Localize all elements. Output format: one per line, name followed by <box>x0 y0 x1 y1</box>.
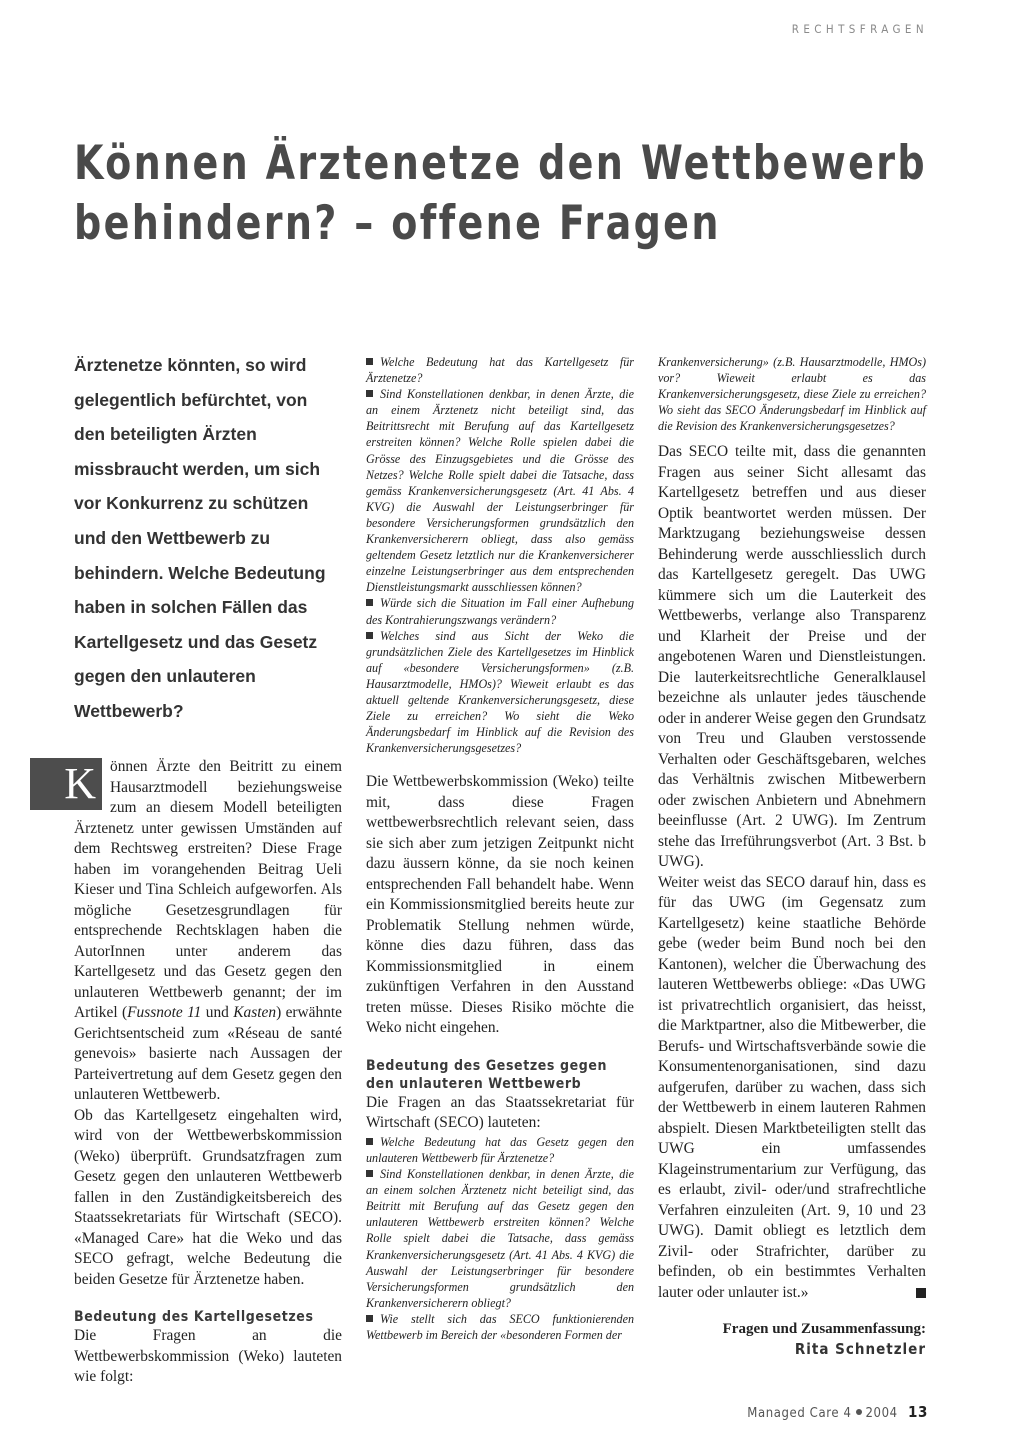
box-ref: Kasten <box>233 1004 277 1021</box>
question-item <box>366 628 634 757</box>
column-3 <box>658 354 926 1359</box>
body-paragraph: Die Fragen an die Wettbewerbskommission (Weko) lauteten wie folgt: <box>74 1327 342 1385</box>
intro-paragraph <box>64 757 343 1106</box>
title-line-2: behindern? – offene Fragen <box>74 196 721 251</box>
bullet-square-icon <box>366 1315 373 1322</box>
question-text: Würde sich die Situation im Fall einer Aufhebung des Kontrahierungszwangs verändern? <box>366 596 634 627</box>
question-text: Welche Bedeutung hat das Kartellgesetz für Ärztenetze? <box>366 355 634 386</box>
question-item <box>366 1166 634 1311</box>
body-paragraph: Die Wettbewerbskommission (Weko) teilte mit, dass diese Fragen wettbewerbsrechtlich relevant seien, dass sie sich aber zum jetzigen Zeitpunkt nicht dazu äussern könne, da sie noch keinen entsprechenden Fall behandelt habe. Wenn ein Kommissionsmitglied bereits heute zur Problematik Stellung nehmen würde, könne dies dazu führen, dass das Kommissionsmitglied in einem zukünftigen Verfahren in den Ausstand treten müsse. Dieses Risiko möchte die Weko nicht eingehen. <box>366 773 634 1037</box>
body-text: Weiter weist das SECO darauf hin, dass es für das UWG (im Gegensatz zum Kartellgesetz) keine staatliche Behörde gebe (weder beim Bund noch bei den Kantonen), welcher die Überwachung des lauteren Wettbewerbs obliege: «Das UWG ist privatrechtlich organisiert, das heisst, die Marktpartner, also die Mitbewerber, die Berufs- und Wirtschaftsverbände sowie die Konsumentenorganisationen, sind dazu aufgerufen, darüber zu wachen, dass sich der Wettbewerb in einem lauteren Rahmen abspielt. Diesen Marktbeteiligten stellt das UWG ein umfassendes Klageinstrumentarium zur Verfügung, das es erlaubt, zivil- oder/und strafrechtliche Verfahren einzuleiten (Art. 9, 10 und 23 UWG). Damit obliegt es letztlich dem Zivil- oder Strafrichter, darüber zu befinden, ob ein bestimmtes Verhalten lauter oder unlauter ist.» <box>658 873 926 1301</box>
author-name: Rita Schnetzler <box>794 1340 926 1359</box>
intro-text: önnen Ärzte den Beitritt zu einem Hausarztmodell beziehungsweise zum an diesem Modell beteiligten Ärztenetz unter gewissen Umständen auf dem Rechtsweg erstreiten? Diese Frage haben im vorangehenden Beitrag Ueli Kieser und Tina Schleich aufgeworfen. Als mögliche Gesetzesgrundlagen für entsprechende Rechtsklagen haben die AutorInnen unter anderem das Kartellgesetz und das Gesetz gegen den unlauteren Wettbewerb genannt; der im Artikel ( <box>74 758 342 1021</box>
page-footer <box>747 1403 928 1421</box>
question-continuation: Krankenversicherung» (z.B. Hausarztmodelle, HMOs) vor? Wieweit erlaubt es das Krankenversicherungsgesetz, diese Ziele zu erreichen? Wo sieht das SECO Änderungsbedarf im Hinblick auf die Revision des Krankenversicherungsgesetzes? <box>658 355 926 434</box>
dot-separator-icon <box>856 1409 862 1415</box>
issue-number: 4 <box>843 1406 852 1421</box>
column-2 <box>366 354 634 1343</box>
subheading-uwg: Bedeutung des Gesetzes gegen den unlauteren Wettbewerb <box>366 1057 608 1092</box>
lead-paragraph: Ärztenetze könnten, so wird gelegentlich befürchtet, von den beteiligten Ärzten missbraucht werden, um sich vor Konkurrenz zu schützen und den Wettbewerb zu behindern. Welche Bedeutung haben in solchen Fällen das Kartellgesetz und das Gesetz gegen den unlauteren Wettbewerb? <box>74 355 326 721</box>
bullet-square-icon <box>366 1170 373 1177</box>
credit-label: Fragen und Zusammenfassung: <box>722 1321 926 1338</box>
question-item <box>366 354 634 386</box>
body-paragraph: Ob das Kartellgesetz eingehalten wird, wird von der Wettbewerbskommission (Weko) überprüft. Grundsatzfragen zum Gesetz gegen den unlauteren Wettbewerb fallen in den Zuständigkeitsbereich des Staatssekretariats für Wirtschaft (SECO). «Managed Care» hat die Weko und das SECO gefragt, welche Bedeutung die beiden Gesetze für Ärztenetze haben. <box>74 1106 342 1288</box>
question-text: Welches sind aus Sicht der Weko die grundsätzlichen Ziele des Kartellgesetzes im Hinblick auf «besondere Versicherungsformen» (z.B. Hausarztmodelle, HMOs)? Wieweit erlaubt es das aktuell geltende Krankenversicherungsgesetz, diese Ziele zu erreichen? Wo sieht die Weko Änderungsbedarf im Hinblick auf die Revision des Krankenversicherungsgesetzes? <box>366 628 634 756</box>
question-item <box>366 1311 634 1343</box>
body-paragraph: Die Fragen an das Staatssekretariat für Wirtschaft (SECO) lauteten: <box>366 1093 634 1132</box>
question-item <box>366 1134 634 1166</box>
bullet-square-icon <box>366 632 373 639</box>
bullet-square-icon <box>366 599 373 606</box>
question-text: Welche Bedeutung hat das Gesetz gegen den unlauteren Wettbewerb für Ärztenetze? <box>366 1134 634 1165</box>
intro-text-end: ) erwähnte Gerichtsentscheid zum «Réseau de santé genevois» basierte nach Aussagen der Parteivertretung auf dem Gesetz gegen den unlauteren Wettbewerb. <box>74 1004 343 1103</box>
column-1 <box>64 757 343 1388</box>
bullet-square-icon <box>366 358 373 365</box>
journal-name: Managed Care <box>747 1406 840 1421</box>
question-item <box>366 595 634 627</box>
footnote-ref: Fussnote 11 <box>127 1004 202 1021</box>
question-text: Wie stellt sich das SECO funktionierenden Wettbewerb im Bereich der «besonderen Formen der <box>366 1311 634 1342</box>
drop-cap: K <box>30 758 102 810</box>
issue-year: 2004 <box>865 1406 898 1421</box>
page-title <box>74 134 927 254</box>
title-line-1: Können Ärztenetze den Wettbewerb <box>74 136 927 191</box>
body-paragraph: Das SECO teilte mit, dass die genannten Fragen aus seiner Sicht allesamt das Kartellgesetz betreffen und aus dieser Optik beantwortet werden müssen. Der Marktzugang beziehungsweise dessen Behinderung werde ausschliesslich durch das Kartellgesetz geregelt. Das UWG kümmere sich um die Lauterkeit des Wettbewerbs, verlange also Transparenz und Klarheit der Preise und der angebotenen Waren und Dienstleistungen. Die lauterkeitsrechtliche Generalklausel bezeichne als unlauter jedes täuschende oder in anderer Weise gegen den Grundsatz von Treu und Glauben verstossende Verhalten oder Geschäftsgebaren, welches das Verhältnis zwischen Mitbewerbern oder zwischen Anbietern und Abnehmern beeinflusse (Art. 2 UWG). Im Zentrum stehe das Irreführungsverbot (Art. 3 Bst. b UWG). <box>658 443 926 871</box>
question-text: Sind Konstellationen denkbar, in denen Ärzte, die an einem Ärztenetz nicht beteiligt sind, das Beitrittsrecht mit Berufung auf das Kartellgesetz erstreiten können? Welche Rolle spielen dabei die Grösse des Einzugsgebietes und die Grösse des Netzes? Welche Rolle spielt dabei die Tatsache, dass gemäss Krankenversicherungsgesetz (Art. 41 Abs. 4 KVG) die Auswahl der Leistungserbringer für besondere Versicherungsformen grundsätzlich den Krankenversicherern obliegt, dass also gemäss geltendem Gesetz letztlich nur die Krankenversicherer einzelne Leistungserbringer aus dem entsprechenden Dienstleistungsmarkt ausschliessen können? <box>366 387 634 595</box>
bullet-square-icon <box>366 1138 373 1145</box>
body-paragraph <box>658 873 926 1304</box>
question-text: Sind Konstellationen denkbar, in denen Ärzte, die an einem solchen Ärztenetz nicht beteiligt sind, das Beitritt mit Berufung auf das Gesetz gegen den unlauteren Wettbewerb erstreiten können? Welche Rolle spielt dabei die Tatsache, dass gemäss Krankenversicherungsgesetz (Art. 41 Abs. 4 KVG) die Auswahl der Leistungserbringer für besondere Versicherungsformen grundsätzlich den Krankenversicherern obliegt? <box>366 1167 634 1310</box>
intro-text-und: und <box>201 1004 234 1021</box>
question-item <box>366 386 634 595</box>
bullet-square-icon <box>366 390 373 397</box>
page-number: 13 <box>908 1403 928 1421</box>
section-label: RECHTSFRAGEN <box>791 22 928 36</box>
end-mark-icon <box>916 1288 926 1298</box>
subheading-kartellgesetz: Bedeutung des Kartellgesetzes <box>74 1309 314 1325</box>
